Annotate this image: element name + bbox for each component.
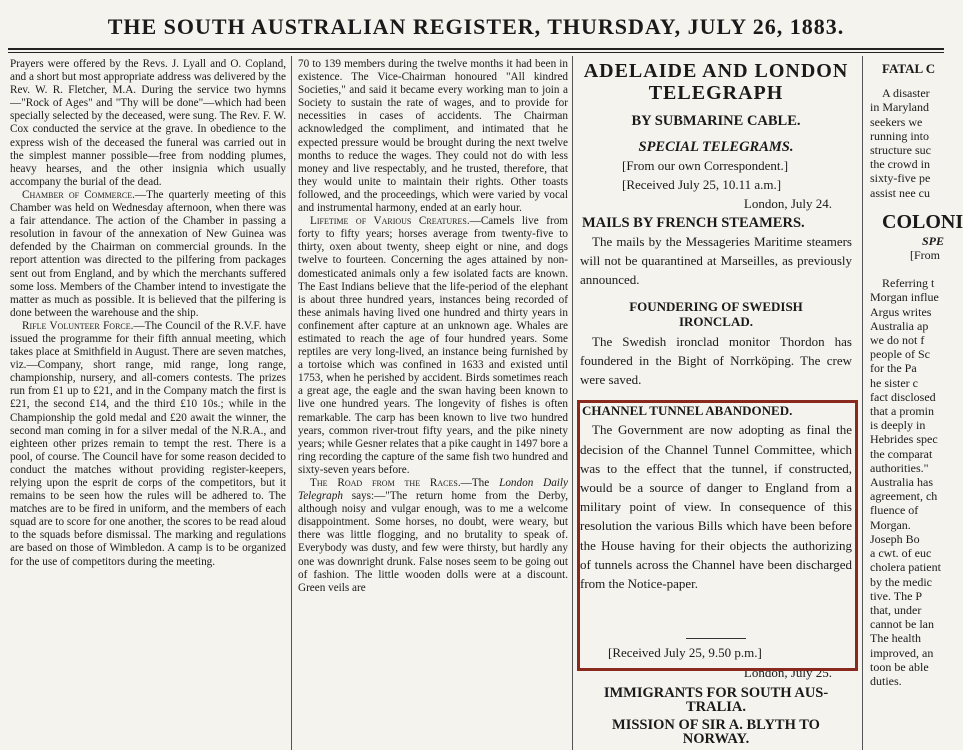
masthead-rule-bottom	[8, 52, 944, 53]
col4-line: A disaster	[882, 86, 930, 101]
col4-line: seekers we	[870, 114, 923, 129]
section-heading: Lifetime of Various Creatures.	[310, 215, 470, 228]
special-telegrams-heading: SPECIAL TELEGRAMS.	[638, 139, 794, 155]
section-heading: Chamber of Commerce.	[22, 188, 135, 201]
col4-line: Hebrides spec	[870, 432, 938, 447]
col4-line: Morgan influe	[870, 290, 939, 305]
foundering-heading-2: IRONCLAD.	[678, 314, 754, 330]
column-divider	[291, 56, 292, 750]
cable-subhead: BY SUBMARINE CABLE.	[631, 113, 801, 129]
received-time: [Received July 25, 10.11 a.m.]	[622, 177, 782, 193]
masthead-rule-top	[8, 48, 944, 50]
col4-line: for the Pa	[870, 361, 917, 376]
col4-line: duties.	[870, 673, 902, 688]
received-time-2: [Received July 25, 9.50 p.m.]	[608, 645, 762, 661]
col4-line: improved, an	[870, 645, 934, 660]
colonial-heading: COLONI	[882, 210, 963, 233]
column-2	[298, 58, 568, 750]
mission-heading-2: NORWAY.	[682, 730, 750, 747]
col4-line: by the medic	[870, 574, 932, 589]
col4-line: in Maryland	[870, 100, 929, 115]
section-heading: Rifle Volunteer Force.	[22, 319, 134, 332]
paragraph-road-from-races: The Road from the Races.—The London Daily Telegraph says:—"The return home from the Derby, although noisy and vulgar enough, was to me a welcome disappointment. Some horses, no doubt, were weary, but there was little flogging, and no brutality to speak of. Everybody was dusty, and few were thirsty, but hardly any one was downright drunk. False noses seem to be going out of fashion. The little wooden dolls were at a discount. Green veils are	[298, 477, 568, 594]
section-heading: The Road from the Races.	[310, 477, 461, 489]
masthead	[0, 0, 952, 48]
col4-line: the comparat	[870, 446, 933, 461]
paragraph-text: —Camels live from forty to fifty years; horses average from twenty-five to thirty, oxen about twenty, sheep eight or nine, and dogs twelve to fourteen. Concerning the ages attained by non-domesticated animals only a few isolated facts are known. The East Indians believe that the life-period of the elephant is about three hundred years, instances being recorded of these animals having lived one hundred and thirty years in confinement after capture at an unknown age. Whales are estimated to reach the age of four hundred years. Some reptiles are very long-lived, an instance being furnished by a tortoise which was confined in 1633 and existed until 1753, when he perished by accident. Birds sometimes reach a great age, the eagle and the swan having been known to live one hundred years. The longevity of fishes is often remarkable. The carp has been known to live two hundred years, common river-trout fifty years, and the pike ninety years; while Gesner relates that a pike caught in 1497 bore a ring recording the capture of the same fish two hundred and sixty-seven years before.	[298, 215, 568, 476]
col4-line: a cwt. of euc	[870, 546, 932, 561]
correspondent-note: [From our own Correspondent.]	[622, 158, 789, 173]
column-divider	[862, 56, 863, 750]
col4-line: cannot be lan	[870, 617, 934, 632]
paragraph-rifle-volunteer	[10, 320, 286, 569]
col4-line: Referring t	[882, 276, 935, 291]
col4-line: fact disclosed	[870, 389, 936, 404]
paragraph-funeral: Prayers were offered by the Revs. J. Lyall and O. Copland, and a short but most appropriate address was delivered by the Rev. W. R. Fletcher, M.A. During the service two hymns—"Rock of Ages" and "Thy will be done"—which had been specially selected by the deceased, were sung. The Rev. F. W. Cox conducted the service at the grave. In obedience to the express wish of the deceased the funeral was carried out in the simplest manner possible—free from nodding plumes, heavy hearses, and the other insignia which usually accompany the burial of the dead.	[10, 58, 286, 188]
fatal-heading: FATAL C	[882, 61, 936, 76]
col4-line: running into	[870, 128, 929, 143]
paragraph-lifetime-creatures	[298, 215, 568, 477]
special-subhead: SPE	[922, 233, 945, 248]
foundering-body: The Swedish ironclad monitor Thordon has foundered in the Bight of Norrköping. The crew were saved.	[580, 333, 852, 388]
paragraph-chamber-of-commerce	[10, 189, 286, 320]
column-1	[10, 58, 286, 750]
col4-line: Argus writes	[870, 304, 932, 319]
col4-line: Joseph Bo	[870, 531, 920, 546]
mission-heading: MISSION OF SIR A. BLYTH TO	[612, 716, 820, 733]
col4-line: we do not f	[870, 333, 925, 348]
col4-line: tive. The P	[870, 588, 923, 603]
col4-line: agreement, ch	[870, 489, 938, 504]
col4-line: sixty-five pe	[870, 171, 931, 186]
col4-body	[870, 276, 952, 688]
channel-tunnel-body: The Government are now adopting as final the decision of the Channel Tunnel Committee, which was to the effect that the tunnel, if constructed, would be a source of danger to England from a military point of view. In consequence of this resolution the various Bills which have been before the House having for their objects the authorizing of tunnels across the Channel have been discharged from the Notice-paper.	[580, 422, 852, 592]
paragraph-text: says:—"The return home from the Derby, although noisy and vulgar enough, was to me a welcome disappointment. Some horses, no doubt, were weary, but there was little flogging, and no brutality to speak of. Everybody was dusty, and few were thirsty, but hardly any one was downright drunk. False noses seem to be going out of fashion. The little wooden dolls were at a discount. Green veils are	[298, 490, 568, 594]
immigrants-heading: IMMIGRANTS FOR SOUTH AUS-	[603, 684, 829, 701]
telegraph-headline: ADELAIDE AND LONDON	[583, 60, 849, 82]
telegraph-headline-2: TELEGRAPH	[648, 82, 784, 104]
col4-line: toon be able	[870, 659, 929, 674]
paragraph-working-men-society: 70 to 139 members during the twelve months it had been in existence. The Vice-Chairman honoured "All kindred Societies," and said it became every working man to join a Society to sustain the rate of wages, and to provide for necessities in cases of accidents. The Chairman acknowledged the compliment, and intimated that he expected pressure would be brought during the next twelve months to reduce the wages. They could not do with less money and live respectably, and he trusted, therefore, that they would unite to maintain their rights. Other toasts followed, and the proceedings, which were varied by vocal and instrumental harmony, ended at an early hour.	[298, 58, 568, 215]
mails-body: The mails by the Messageries Maritime steamers will not be quarantined at Marseilles, as previously announced.	[580, 233, 852, 288]
col4-line: Australia ap	[870, 318, 929, 333]
col4-line: Morgan.	[870, 517, 911, 532]
col4-line: that a promin	[870, 404, 934, 419]
col4-line: The health	[870, 631, 921, 646]
from-note: [From	[910, 248, 940, 263]
column-4-cropped	[870, 61, 963, 750]
col4-line: is deeply in	[870, 418, 926, 433]
col4-line: he sister c	[870, 375, 918, 390]
highlight-box	[577, 400, 858, 671]
col4-line: that, under	[870, 602, 922, 617]
col4-line: cholera patient	[870, 560, 941, 575]
col4-line: assist nee cu	[870, 185, 930, 200]
immigrants-heading-2: TRALIA.	[685, 698, 747, 715]
col4-line: Australia has	[870, 475, 933, 490]
source-name: London Daily Telegraph	[298, 477, 568, 503]
col4-line: authorities."	[870, 460, 929, 475]
newspaper-title: THE SOUTH AUSTRALIAN REGISTER, THURSDAY, JULY 26, 1883.	[107, 14, 845, 39]
column-divider	[572, 56, 573, 750]
dateline-2: London, July 25.	[743, 664, 832, 680]
dateline: London, July 24.	[743, 196, 832, 212]
col4-line: structure suc	[870, 143, 931, 158]
col4-line: people of Sc	[870, 347, 930, 362]
col4-line: the crowd in	[870, 157, 930, 172]
paragraph-text: —The quarterly meeting of this Chamber was held on Wednesday afternoon, when there was a fair attendance. The action of the Chamber in passing a resolution in favour of the annexation of New Guinea was defended by the Chairman on commercial grounds. In the report attention was directed to the pilfering from packages sent out from England, and by which the merchants suffered some loss. Members of the Chamber intend to investigate the matter as much as possible. It is believed that the pilfering is done between the warehouse and the ship.	[10, 188, 286, 319]
channel-tunnel-heading: CHANNEL TUNNEL ABANDONED.	[582, 403, 793, 419]
paragraph-text: —The Council of the R.V.F. have issued the programme for their fifth annual meeting, which takes place at Smithfield in August. There are seven matches, viz.—Company, short range, mid range, long range, championship, nursery, and all-comers contests. The prizes run from £1 up to £21, and in the Company match the first is £21, the second £14, and the third £10 10s.; while in the Championship the gold medal and £20 await the winner, the second man coming in for a silver medal of the N.R.A., and eighteen other prizes remain to tempt the rest. There is a pool, of course. The Council have for some reason decided to conduct the matches without providing register-keepers, relying upon the esprit de corps of the competitors, but it remains to be seen how the rules will be adhered to. The matches are to be fired in uniform, and the members of each squad are to score for one another, the scores to be read aloud to the squads before dismissal. The marking and regulations are based on those of Wimbledon. A camp is to be organized for the use of competitors during the meeting.	[10, 319, 286, 568]
foundering-heading: FOUNDERING OF SWEDISH	[629, 299, 803, 315]
col4-line: fluence of	[870, 503, 919, 518]
mails-heading: MAILS BY FRENCH STEAMERS.	[582, 214, 805, 231]
